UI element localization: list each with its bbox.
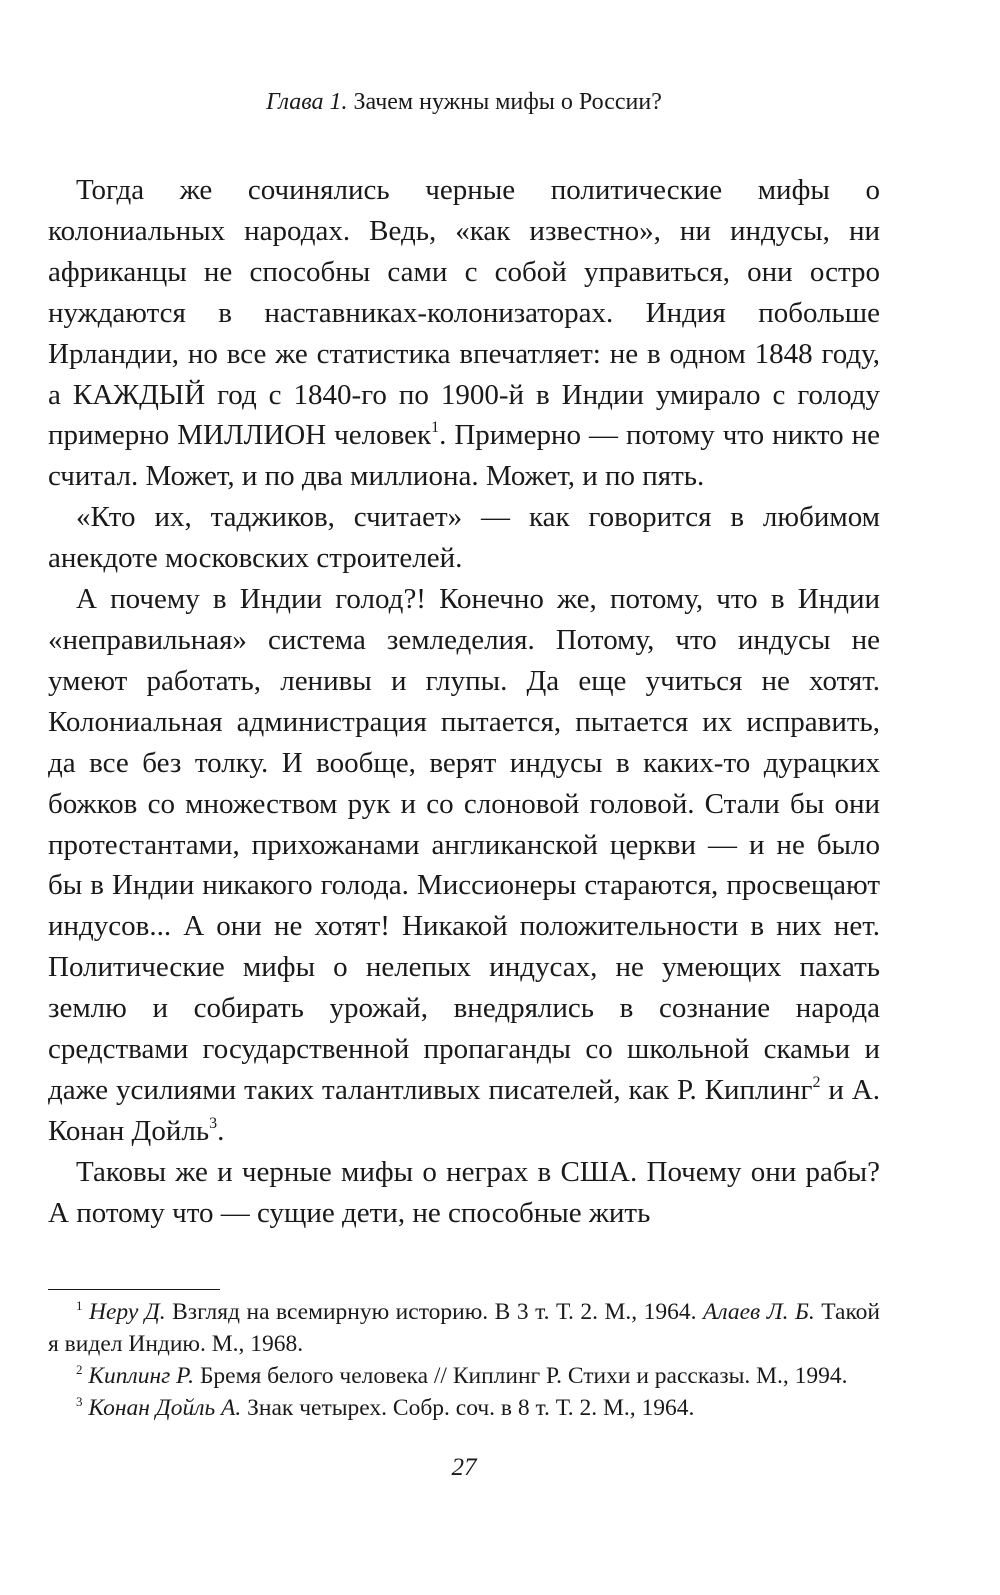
footnote-ref-2: 2 (812, 1073, 821, 1091)
footnote-3 (48, 1392, 880, 1424)
paragraph-3-text-c: . (217, 1114, 225, 1147)
footnote-author: Киплинг Р. (88, 1363, 195, 1389)
footnote-ref-1: 1 (431, 419, 440, 437)
paragraph-3-text-b: и А. Конан Дойль (48, 1073, 880, 1147)
footnote-number: 3 (76, 1394, 83, 1409)
footnote-2 (48, 1360, 880, 1392)
footnote-author: Неру Д. (89, 1299, 166, 1325)
page-number: 27 (451, 1454, 477, 1481)
running-head (48, 86, 880, 118)
paragraph-1-text-b: . Примерно — потому что никто не считал. Может, и по два миллиона. Может, и по пять. (48, 419, 880, 493)
paragraph-3 (48, 579, 880, 1152)
paragraph-2: «Кто их, таджиков, считает» — как говорится в любимом анекдоте московских строителей. (48, 501, 880, 575)
chapter-title: Зачем нужны мифы о России? (353, 89, 662, 115)
footnote-text: Взгляд на всемирную историю. В 3 т. Т. 2. М., 1964. (165, 1299, 703, 1325)
footnote-text: Знак четырех. Собр. соч. в 8 т. Т. 2. М., 1964. (241, 1395, 695, 1421)
footnote-text: Бремя белого человека // Киплинг Р. Стихи и рассказы. М., 1994. (194, 1363, 848, 1389)
paragraph-1-text-a: Тогда же сочинялись черные политические мифы о колониальных народах. Ведь, «как известно», ни индусы, ни африканцы не способны сами с собой управиться, они остро нуждаются в наставниках-колонизаторах. Индия побольше Ирландии, но все же статистика впечатляет: не в одном 1848 году, а КАЖДЫЙ год с 1840-го по 1900-й в Индии умирало с голоду примерно МИЛЛИОН человек (48, 174, 880, 452)
footnotes (48, 1296, 880, 1424)
footnote-text: Такой я видел Индию. М., 1968. (48, 1299, 881, 1357)
paragraph-1 (48, 170, 880, 497)
footnote-divider (48, 1289, 220, 1290)
paragraph-3-text-a: А почему в Индии голод?! Конечно же, потому, что в Индии «неправильная» система земледелия. Потому, что индусы не умеют работать, ленивы и глупы. Да еще учиться не хотят. Колониальная администрация пытается, пытается их исправить, да все без толку. И вообще, верят индусы в каких-то дурацких божков со множеством рук и со слоновой головой. Стали бы они протестантами, прихожанами англиканской церкви — и не было бы в Индии никакого голода. Миссионеры стараются, просвещают индусов... А они не хотят! Никакой положительности в них нет. Политические мифы о нелепых индусах, не умеющих пахать землю и собирать урожай, внедрялись в сознание народа средствами государственной пропаганды со школьной скамьи и даже усилиями таких талантливых писателей, как Р. Киплинг (48, 583, 880, 1106)
footnote-ref-3: 3 (209, 1114, 218, 1132)
footnote-author: Алаев Л. Б. (702, 1299, 815, 1325)
footnote-author: Конан Дойль А. (88, 1395, 242, 1421)
footnote-number: 2 (76, 1362, 83, 1377)
body-text (48, 170, 880, 1234)
footnote-number: 1 (76, 1298, 83, 1313)
chapter-label: Глава 1. (266, 89, 348, 115)
footnote-1 (48, 1296, 880, 1360)
book-page (48, 0, 880, 1595)
paragraph-4: Таковы же и черные мифы о неграх в США. Почему они рабы? А потому что — сущие дети, не способные жить (48, 1155, 880, 1229)
